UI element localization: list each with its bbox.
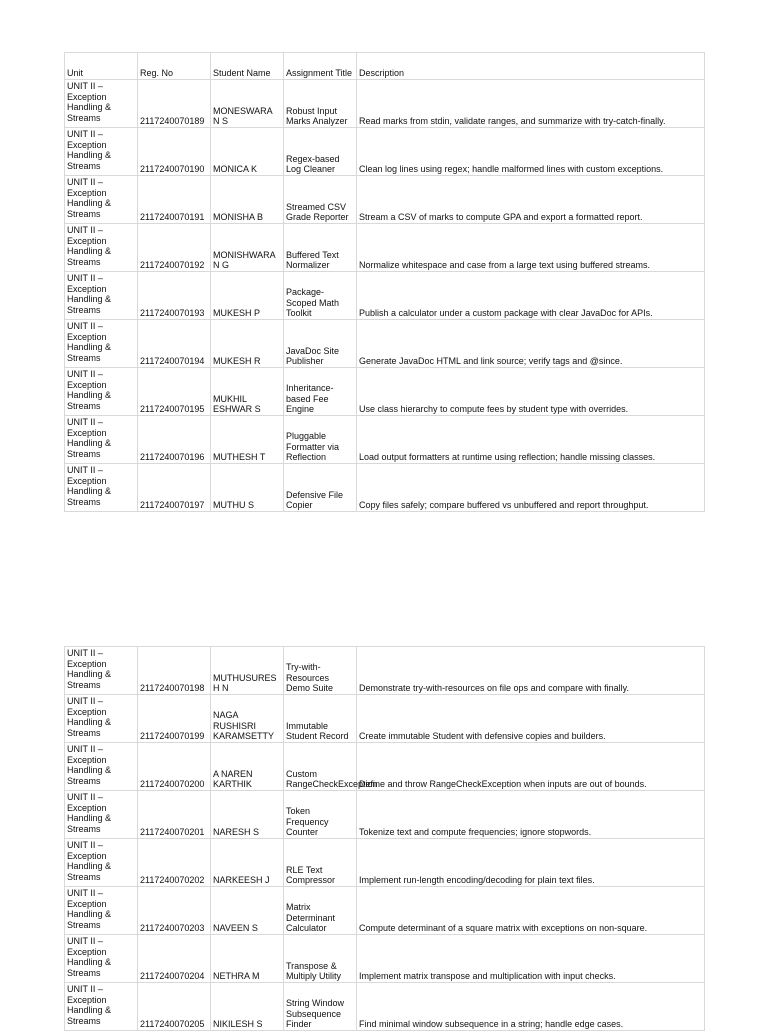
reg-no-cell: 2117240070196 — [138, 416, 211, 464]
assignment-title-cell: Buffered Text Normalizer — [284, 224, 357, 272]
description-cell: Copy files safely; compare buffered vs unbuffered and report throughput. — [357, 464, 705, 512]
table-row — [65, 368, 705, 416]
table-row — [65, 320, 705, 368]
reg-no-cell: 2117240070205 — [138, 983, 211, 1031]
table-row — [65, 176, 705, 224]
reg-no-cell: 2117240070194 — [138, 320, 211, 368]
header-reg-no: Reg. No — [138, 53, 211, 80]
reg-no-cell: 2117240070198 — [138, 647, 211, 695]
header-description: Description — [357, 53, 705, 80]
description-cell: Normalize whitespace and case from a large text using buffered streams. — [357, 224, 705, 272]
student-name-cell: MUKHIL ESHWAR S — [211, 368, 284, 416]
assignment-title-cell: JavaDoc Site Publisher — [284, 320, 357, 368]
description-cell: Load output formatters at runtime using reflection; handle missing classes. — [357, 416, 705, 464]
description-cell: Implement run-length encoding/decoding for plain text files. — [357, 839, 705, 887]
assignment-title-cell: Pluggable Formatter via Reflection — [284, 416, 357, 464]
unit-cell: UNIT II – Exception Handling & Streams — [65, 368, 138, 416]
unit-cell: UNIT II – Exception Handling & Streams — [65, 791, 138, 839]
student-name-cell: MONICA K — [211, 128, 284, 176]
reg-no-cell: 2117240070197 — [138, 464, 211, 512]
unit-cell: UNIT II – Exception Handling & Streams — [65, 176, 138, 224]
assignment-title-cell: Regex-based Log Cleaner — [284, 128, 357, 176]
assignment-title-cell: Try-with-Resources Demo Suite — [284, 647, 357, 695]
unit-cell: UNIT II – Exception Handling & Streams — [65, 647, 138, 695]
student-name-cell: NIKILESH S — [211, 983, 284, 1031]
reg-no-cell: 2117240070193 — [138, 272, 211, 320]
description-cell: Use class hierarchy to compute fees by student type with overrides. — [357, 368, 705, 416]
assignment-title-cell: Robust Input Marks Analyzer — [284, 80, 357, 128]
unit-cell: UNIT II – Exception Handling & Streams — [65, 839, 138, 887]
unit-cell: UNIT II – Exception Handling & Streams — [65, 935, 138, 983]
student-name-cell: MONESWARA N S — [211, 80, 284, 128]
unit-cell: UNIT II – Exception Handling & Streams — [65, 887, 138, 935]
student-name-cell: MUKESH R — [211, 320, 284, 368]
table-row — [65, 935, 705, 983]
unit-cell: UNIT II – Exception Handling & Streams — [65, 320, 138, 368]
assignment-title-cell: Transpose & Multiply Utility — [284, 935, 357, 983]
reg-no-cell: 2117240070201 — [138, 791, 211, 839]
reg-no-cell: 2117240070202 — [138, 839, 211, 887]
description-cell: Demonstrate try-with-resources on file ops and compare with finally. — [357, 647, 705, 695]
reg-no-cell: 2117240070199 — [138, 695, 211, 743]
table-row — [65, 224, 705, 272]
assignment-title-cell: Package-Scoped Math Toolkit — [284, 272, 357, 320]
assignment-title-cell: Defensive File Copier — [284, 464, 357, 512]
assignment-title-cell: Matrix Determinant Calculator — [284, 887, 357, 935]
table-row — [65, 416, 705, 464]
description-cell: Stream a CSV of marks to compute GPA and export a formatted report. — [357, 176, 705, 224]
student-name-cell: MUKESH P — [211, 272, 284, 320]
table-row — [65, 743, 705, 791]
student-name-cell: MONISHA B — [211, 176, 284, 224]
assignment-title-cell: Token Frequency Counter — [284, 791, 357, 839]
assignment-title-cell: Inheritance-based Fee Engine — [284, 368, 357, 416]
description-cell: Read marks from stdin, validate ranges, and summarize with try-catch-finally. — [357, 80, 705, 128]
student-name-cell: NARKEESH J — [211, 839, 284, 887]
student-name-cell: MUTHU S — [211, 464, 284, 512]
description-cell: Tokenize text and compute frequencies; ignore stopwords. — [357, 791, 705, 839]
table-row — [65, 80, 705, 128]
reg-no-cell: 2117240070192 — [138, 224, 211, 272]
unit-cell: UNIT II – Exception Handling & Streams — [65, 272, 138, 320]
table-row — [65, 272, 705, 320]
header-assignment-title: Assignment Title — [284, 53, 357, 80]
reg-no-cell: 2117240070191 — [138, 176, 211, 224]
description-cell: Define and throw RangeCheckException when inputs are out of bounds. — [357, 743, 705, 791]
student-name-cell: MUTHESH T — [211, 416, 284, 464]
table-header-row — [65, 53, 705, 80]
unit-cell: UNIT II – Exception Handling & Streams — [65, 224, 138, 272]
student-name-cell: MUTHUSURES H N — [211, 647, 284, 695]
table-row — [65, 791, 705, 839]
student-name-cell: NAGA RUSHISRI KARAMSETTY — [211, 695, 284, 743]
header-student-name: Student Name — [211, 53, 284, 80]
student-name-cell: MONISHWARA N G — [211, 224, 284, 272]
assignment-table-page-2 — [64, 646, 705, 1031]
table-row — [65, 839, 705, 887]
unit-cell: UNIT II – Exception Handling & Streams — [65, 983, 138, 1031]
student-name-cell: NETHRA M — [211, 935, 284, 983]
description-cell: Clean log lines using regex; handle malformed lines with custom exceptions. — [357, 128, 705, 176]
description-cell: Find minimal window subsequence in a string; handle edge cases. — [357, 983, 705, 1031]
description-cell: Create immutable Student with defensive copies and builders. — [357, 695, 705, 743]
unit-cell: UNIT II – Exception Handling & Streams — [65, 743, 138, 791]
table-row — [65, 647, 705, 695]
reg-no-cell: 2117240070204 — [138, 935, 211, 983]
description-cell: Publish a calculator under a custom package with clear JavaDoc for APIs. — [357, 272, 705, 320]
assignment-title-cell: Custom RangeCheckException — [284, 743, 357, 791]
reg-no-cell: 2117240070189 — [138, 80, 211, 128]
table-row — [65, 695, 705, 743]
reg-no-cell: 2117240070195 — [138, 368, 211, 416]
unit-cell: UNIT II – Exception Handling & Streams — [65, 416, 138, 464]
reg-no-cell: 2117240070190 — [138, 128, 211, 176]
unit-cell: UNIT II – Exception Handling & Streams — [65, 464, 138, 512]
assignment-title-cell: String Window Subsequence Finder — [284, 983, 357, 1031]
unit-cell: UNIT II – Exception Handling & Streams — [65, 80, 138, 128]
description-cell: Implement matrix transpose and multiplication with input checks. — [357, 935, 705, 983]
table-row — [65, 887, 705, 935]
assignment-title-cell: Streamed CSV Grade Reporter — [284, 176, 357, 224]
table-row — [65, 128, 705, 176]
reg-no-cell: 2117240070203 — [138, 887, 211, 935]
student-name-cell: A NAREN KARTHIK — [211, 743, 284, 791]
header-unit: Unit — [65, 53, 138, 80]
student-name-cell: NAVEEN S — [211, 887, 284, 935]
description-cell: Generate JavaDoc HTML and link source; verify tags and @since. — [357, 320, 705, 368]
student-name-cell: NARESH S — [211, 791, 284, 839]
table-row — [65, 983, 705, 1031]
unit-cell: UNIT II – Exception Handling & Streams — [65, 695, 138, 743]
unit-cell: UNIT II – Exception Handling & Streams — [65, 128, 138, 176]
reg-no-cell: 2117240070200 — [138, 743, 211, 791]
assignment-title-cell: Immutable Student Record — [284, 695, 357, 743]
description-cell: Compute determinant of a square matrix with exceptions on non-square. — [357, 887, 705, 935]
table-row — [65, 464, 705, 512]
assignment-table-page-1 — [64, 52, 705, 512]
assignment-title-cell: RLE Text Compressor — [284, 839, 357, 887]
